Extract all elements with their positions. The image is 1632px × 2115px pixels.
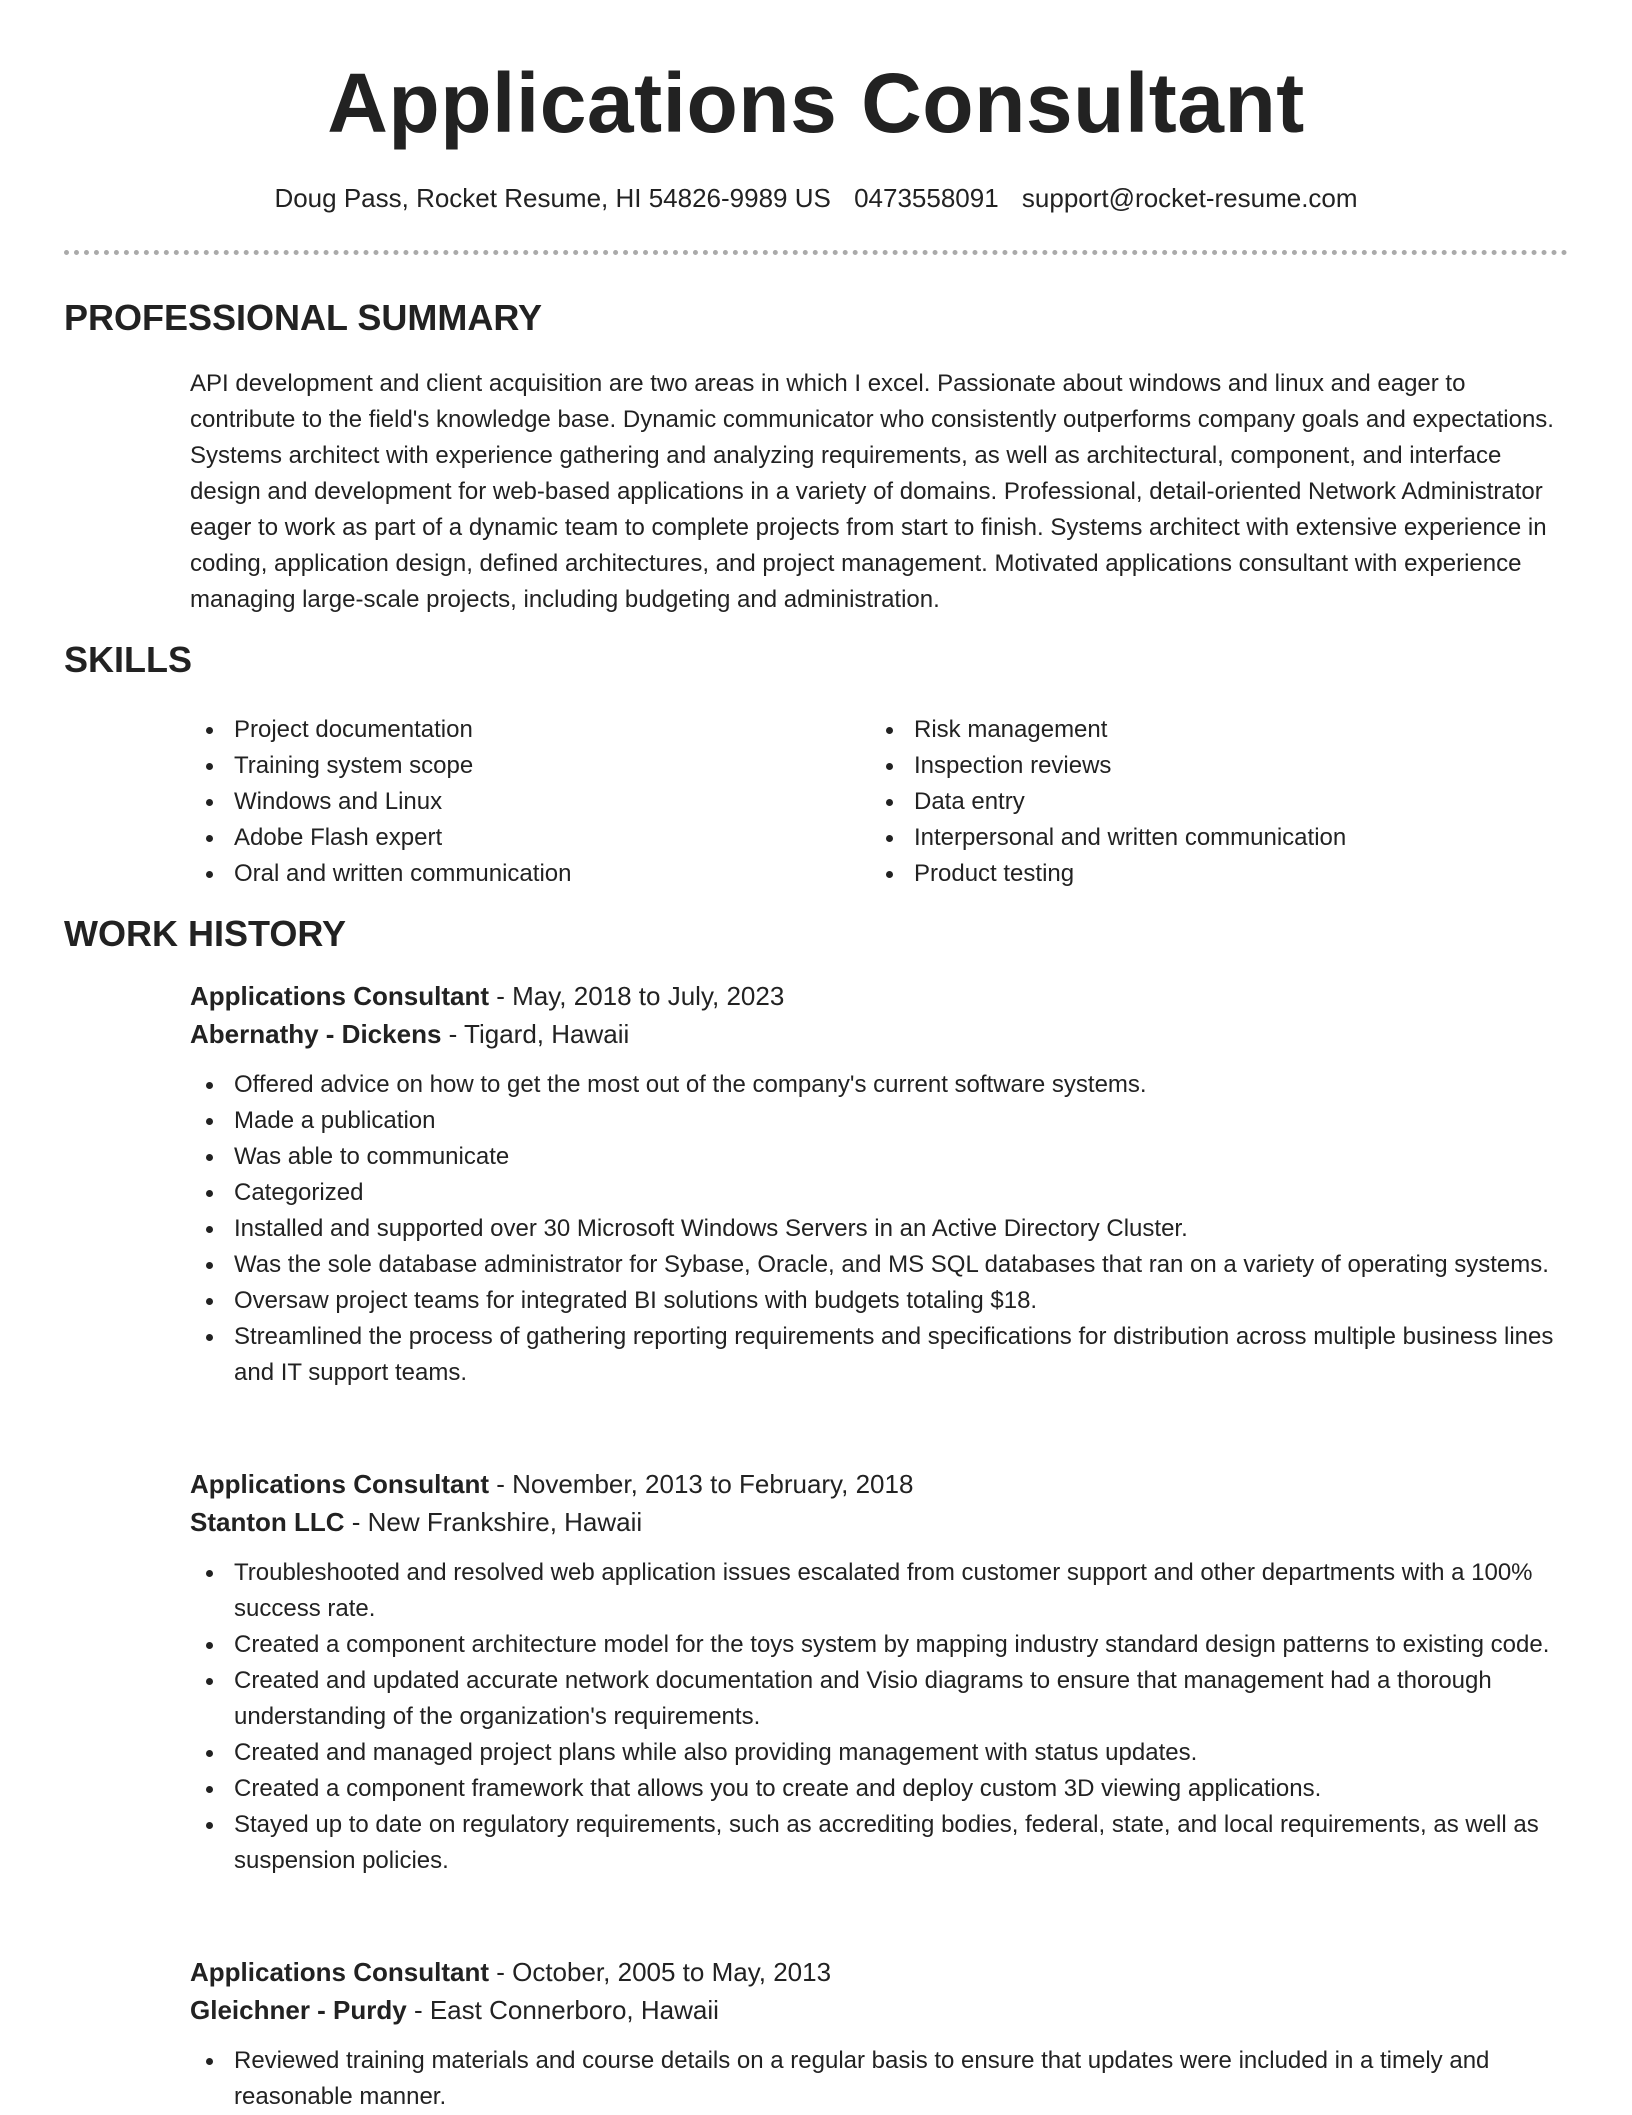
job-bullet: Offered advice on how to get the most out of the company's current software systems. xyxy=(190,1067,1560,1103)
summary-heading: PROFESSIONAL SUMMARY xyxy=(64,297,543,338)
job-bullets xyxy=(190,1555,1560,1879)
job-bullet: Made a publication xyxy=(190,1103,1560,1139)
contact-address: Doug Pass, Rocket Resume, HI 54826-9989 US xyxy=(274,183,831,213)
job-bullet: Created and updated accurate network documentation and Visio diagrams to ensure that management had a thorough understanding of the organization's requirements. xyxy=(190,1663,1560,1735)
summary-text: API development and client acquisition are two areas in which I excel. Passionate about windows and linux and eager to contribute to the field's knowledge base. Dynamic communicator who consistently outperforms company goals and expectations. Systems architect with experience gathering and analyzing requirements, as well as architectural, component, and interface design and development for web-based applications in a variety of domains. Professional, detail-oriented Network Administrator eager to work as part of a dynamic team to complete projects from start to finish. Systems architect with extensive experience in coding, application design, defined architectures, and project management. Motivated applications consultant with experience managing large-scale projects, including budgeting and administration. xyxy=(190,370,1554,613)
resume-title: Applications Consultant xyxy=(327,56,1305,150)
job-location: - Tigard, Hawaii xyxy=(441,1019,630,1049)
job-entry xyxy=(190,1953,1560,2115)
job-company-line xyxy=(190,1991,1560,2029)
job-location: - East Connerboro, Hawaii xyxy=(406,1995,719,2025)
job-bullet: Oversaw project teams for integrated BI solutions with budgets totaling $18. xyxy=(190,1283,1560,1319)
job-title: Applications Consultant xyxy=(190,981,489,1011)
job-entry xyxy=(190,977,1560,1391)
work-heading: WORK HISTORY xyxy=(64,913,347,954)
job-bullet: Categorized xyxy=(190,1175,1560,1211)
job-bullet: Was able to communicate xyxy=(190,1139,1560,1175)
job-bullet: Created a component architecture model for the toys system by mapping industry standard design patterns to existing code. xyxy=(190,1627,1560,1663)
job-bullet: Was the sole database administrator for Sybase, Oracle, and MS SQL databases that ran on a variety of operating systems. xyxy=(190,1247,1560,1283)
job-dates: - May, 2018 to July, 2023 xyxy=(489,981,785,1011)
job-dates: - November, 2013 to February, 2018 xyxy=(489,1469,914,1499)
job-title: Applications Consultant xyxy=(190,1957,489,1987)
job-bullet: Stayed up to date on regulatory requirements, such as accrediting bodies, federal, state, and local requirements, as well as suspension policies. xyxy=(190,1807,1560,1879)
skill-item: Product testing xyxy=(870,856,1510,892)
job-title-line xyxy=(190,1953,1560,1991)
job-bullet: Created a component framework that allows you to create and deploy custom 3D viewing applications. xyxy=(190,1771,1560,1807)
job-company: Gleichner - Purdy xyxy=(190,1995,407,2025)
job-title-line xyxy=(190,977,1560,1015)
skill-item: Risk management xyxy=(870,712,1510,748)
contact-email: support@rocket-resume.com xyxy=(1021,183,1358,213)
skills-column-2 xyxy=(870,712,1510,892)
job-company-line xyxy=(190,1015,1560,1053)
job-bullets xyxy=(190,2043,1560,2115)
job-bullets xyxy=(190,1067,1560,1391)
contact-phone: 0473558091 xyxy=(854,183,999,213)
skills-heading: SKILLS xyxy=(64,639,193,680)
job-location: - New Frankshire, Hawaii xyxy=(344,1507,643,1537)
job-bullet: Troubleshooted and resolved web application issues escalated from customer support and other departments with a 100% success rate. xyxy=(190,1555,1560,1627)
job-company: Abernathy - Dickens xyxy=(190,1019,442,1049)
header-divider xyxy=(64,250,1568,255)
job-dates: - October, 2005 to May, 2013 xyxy=(489,1957,832,1987)
job-bullet: Created and managed project plans while also providing management with status updates. xyxy=(190,1735,1560,1771)
job-company-line xyxy=(190,1503,1560,1541)
skill-item: Inspection reviews xyxy=(870,748,1510,784)
job-bullet: Reviewed training materials and course details on a regular basis to ensure that updates were included in a timely and reasonable manner. xyxy=(190,2043,1560,2115)
skill-item: Data entry xyxy=(870,784,1510,820)
job-title-line xyxy=(190,1465,1560,1503)
skill-item: Interpersonal and written communication xyxy=(870,820,1510,856)
skills-column-1 xyxy=(190,712,830,892)
job-bullet: Streamlined the process of gathering reporting requirements and specifications for distribution across multiple business lines and IT support teams. xyxy=(190,1319,1560,1391)
skill-item: Project documentation xyxy=(190,712,830,748)
skill-item: Windows and Linux xyxy=(190,784,830,820)
contact-line xyxy=(0,180,1632,216)
job-bullet: Installed and supported over 30 Microsoft Windows Servers in an Active Directory Cluster. xyxy=(190,1211,1560,1247)
skill-item: Training system scope xyxy=(190,748,830,784)
job-title: Applications Consultant xyxy=(190,1469,489,1499)
job-company: Stanton LLC xyxy=(190,1507,345,1537)
skill-item: Adobe Flash expert xyxy=(190,820,830,856)
skill-item: Oral and written communication xyxy=(190,856,830,892)
job-entry xyxy=(190,1465,1560,1879)
